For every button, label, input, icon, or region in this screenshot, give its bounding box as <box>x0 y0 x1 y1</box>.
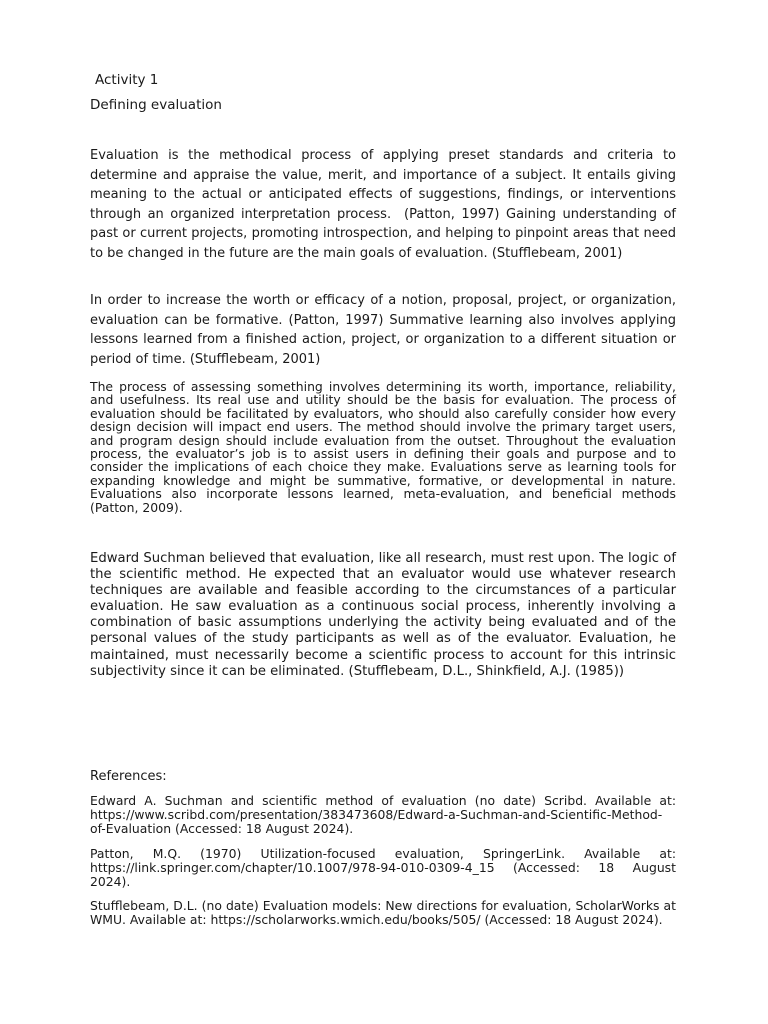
activity-title: Activity 1 <box>95 72 159 88</box>
section-title: Defining evaluation <box>90 97 222 113</box>
paragraph-process: The process of assessing something involves determining its worth, importance, reliability, and usefulness. Its real use and utility should be the basis for evaluation. The process of evaluation should be facilitated by evaluators, who should also carefully consider how every design decision will impact end users. The method should involve the primary target users, and program design should include evaluation from the outset. Throughout the evaluation process, the evaluator’s job is to assist users in defining their goals and purpose and to consider the implications of each choice they make. Evaluations serve as learning tools for expanding knowledge and might be summative, formative, or developmental in nature. Evaluations also incorporate lessons learned, meta-evaluation, and beneficial methods (Patton, 2009). <box>90 379 676 515</box>
reference-item: Patton, M.Q. (1970) Utilization-focused evaluation, SpringerLink. Available at: https://link.springer.com/chapter/10.1007/978-94-010-0309-4_15 (Accessed: 18 August 2024). <box>90 846 676 890</box>
reference-item: Stufflebeam, D.L. (no date) Evaluation models: New directions for evaluation, ScholarWorks at WMU. Available at: https://scholarworks.wmich.edu/books/505/ (Accessed: 18 August 2024). <box>90 898 676 928</box>
paragraph-definition: Evaluation is the methodical process of applying preset standards and criteria to determine and appraise the value, merit, and importance of a subject. It entails giving meaning to the actual or anticipated effects of suggestions, findings, or interventions through an organized interpretation process. (Patton, 1997) Gaining understanding of past or current projects, promoting introspection, and helping to pinpoint areas that need to be changed in the future are the main goals of evaluation. (Stufflebeam, 2001) <box>90 148 676 261</box>
reference-item: Edward A. Suchman and scientific method of evaluation (no date) Scribd. Available at: https://www.scribd.com/presentation/383473608/Edward-a-Suchman-and-Scientific-Method-of-Evaluation (Accessed: 18 August 2024). <box>90 793 676 837</box>
paragraph-suchman: Edward Suchman believed that evaluation, like all research, must rest upon. The logic of the scientific method. He expected that an evaluator would use whatever research techniques are available and feasible according to the circumstances of a particular evaluation. He saw evaluation as a continuous social process, inherently involving a combination of basic assumptions underlying the activity being evaluated and of the personal values of the study participants as well as of the evaluator. Evaluation, he maintained, must necessarily become a scientific process to account for this intrinsic subjectivity since it can be eliminated. (Stufflebeam, D.L., Shinkfield, A.J. (1985)) <box>90 551 676 679</box>
paragraph-formative-summative: In order to increase the worth or efficacy of a notion, proposal, project, or organization, evaluation can be formative. (Patton, 1997) Summative learning also involves applying lessons learned from a finished action, project, or organization to a different situation or period of time. (Stufflebeam, 2001) <box>90 293 676 367</box>
references-heading: References: <box>90 769 167 784</box>
